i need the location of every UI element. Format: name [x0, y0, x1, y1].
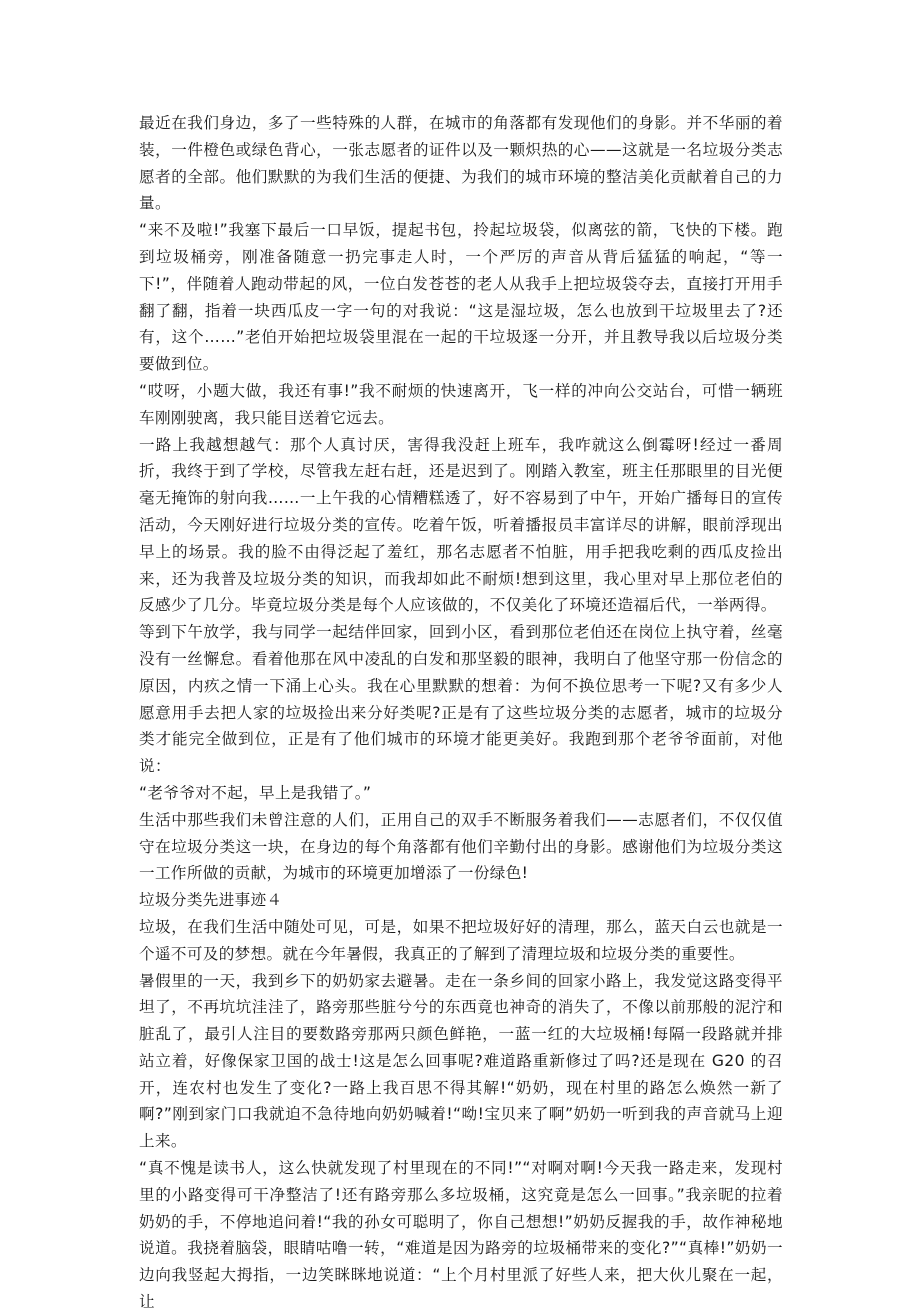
paragraph-2: “来不及啦!”我塞下最后一口早饭，提起书包，拎起垃圾袋，似离弦的箭，飞快的下楼。跑到垃圾桶旁，刚准备随意一扔完事走人时，一个严厉的声音从背后猛猛的响起，“等一下!”，伴随着人跑动带起的风，一位白发苍苍的老人从我手上把垃圾袋夺去，直接打开用手翻了翻，指着一块西瓜皮一字一句的对我说：“这是湿垃圾，怎么也放到干垃圾里去了?还有，这个……”老伯开始把垃圾袋里混在一起的干垃圾逐一分开，并且教导我以后垃圾分类要做到位。: [139, 221, 783, 374]
paragraph-1: 最近在我们身边，多了一些特殊的人群，在城市的角落都有发现他们的身影。并不华丽的着装，一件橙色或绿色背心，一张志愿者的证件以及一颗炽热的心——这就是一名垃圾分类志愿者的全部。他们默默的为我们生活的便捷、为我们的城市环境的整洁美化贡献着自己的力量。: [139, 114, 783, 213]
paragraph-4: 一路上我越想越气：那个人真讨厌，害得我没赶上班车，我咋就这么倒霉呀!经过一番周折，我终于到了学校，尽管我左赶右赶，还是迟到了。刚踏入教室，班主任那眼里的目光便毫无掩饰的射向我……一上午我的心情糟糕透了，好不容易到了中午，开始广播每日的宣传活动，今天刚好进行垃圾分类的宣传。吃着午饭，听着播报员丰富详尽的讲解，眼前浮现出早上的场景。我的脸不由得泛起了羞红，那名志愿者不怕脏，用手把我吃剩的西瓜皮捡出来，还为我普及垃圾分类的知识，而我却如此不耐烦!想到这里，我心里对早上那位老伯的反感少了几分。毕竟垃圾分类是每个人应该做的，不仅美化了环境还造福后代，一举两得。: [139, 435, 783, 615]
paragraph-8: 垃圾，在我们生活中随处可见，可是，如果不把垃圾好好的清理，那么，蓝天白云也就是一个遥不可及的梦想。就在今年暑假，我真正的了解到了清理垃圾和垃圾分类的重要性。: [139, 917, 783, 963]
paragraph-5: 等到下午放学，我与同学一起结伴回家，回到小区，看到那位老伯还在岗位上执守着，丝毫没有一丝懈怠。看着他那在风中凌乱的白发和那坚毅的眼神，我明白了他坚守那一份信念的原因，内疚之情一下涌上心头。我在心里默默的想着：为何不换位思考一下呢?又有多少人愿意用手去把人家的垃圾捡出来分好类呢?正是有了这些垃圾分类的志愿者，城市的垃圾分类才能完全做到位，正是有了他们城市的环境才能更美好。我跑到那个老爷爷面前，对他说：: [139, 623, 783, 776]
paragraph-10: “真不愧是读书人，这么快就发现了村里现在的不同!”“对啊对啊!今天我一路走来，发现村里的小路变得可干净整洁了!还有路旁那么多垃圾桶，这究竟是怎么一回事。”我亲昵的拉着奶奶的手，不停地追问着!“我的孙女可聪明了，你自己想想!”奶奶反握我的手，故作神秘地说道。我挠着脑袋，眼睛咕噜一转，“难道是因为路旁的垃圾桶带来的变化?”“真棒!”奶奶一边向我竖起大拇指，一边笑眯眯地说道：“上个月村里派了好些人来，把大伙儿聚在一起，让: [139, 1159, 783, 1312]
paragraph-9: 暑假里的一天，我到乡下的奶奶家去避暑。走在一条乡间的回家小路上，我发觉这路变得平坦了，不再坑坑洼洼了，路旁那些脏兮兮的东西竟也神奇的消失了，不像以前那般的泥泞和脏乱了，最引人注目的要数路旁那两只颜色鲜艳，一蓝一红的大垃圾桶!每隔一段路就并排站立着，好像保家卫国的战士!这是怎么回事呢?难道路重新修过了吗?还是现在 G20 的召开，连农村也发生了变化?一路上我百思不得其解!“奶奶，现在村里的路怎么焕然一新了啊?”刚到家门口我就迫不急待地向奶奶喊着!“呦!宝贝来了啊”奶奶一听到我的声音就马上迎上来。: [139, 971, 783, 1151]
document-body: [139, 110, 783, 1316]
paragraph-6: “老爷爷对不起，早上是我错了。”: [139, 783, 372, 802]
paragraph-3: “哎呀，小题大做，我还有事!”我不耐烦的快速离开，飞一样的冲向公交站台，可惜一辆班车刚刚驶离，我只能目送着它远去。: [139, 381, 783, 427]
section-heading: 垃圾分类先进事迹４: [139, 891, 283, 910]
paragraph-7: 生活中那些我们未曾注意的人们，正用自己的双手不断服务着我们——志愿者们，不仅仅值守在垃圾分类这一块，在身边的每个角落都有他们辛勤付出的身影。感谢他们为垃圾分类这一工作所做的贡献，为城市的环境更加增添了一份绿色!: [139, 810, 783, 883]
